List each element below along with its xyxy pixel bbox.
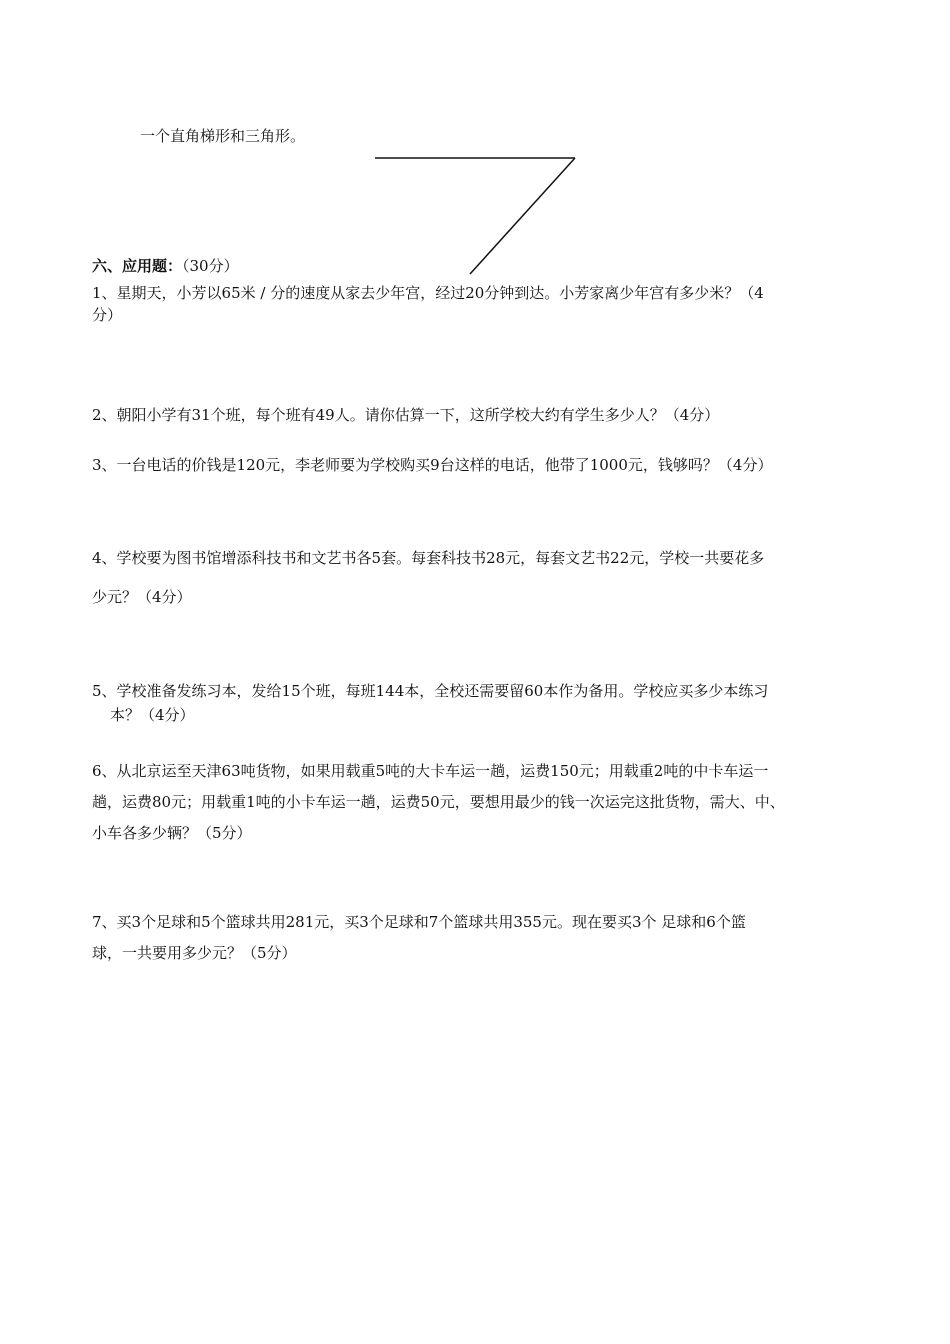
question-1-line-1: 1、星期天，小芳以65米 / 分的速度从家去少年宫，经过20分钟到达。小芳家离少年宫有多少米？（4: [92, 284, 764, 302]
question-5-line-1: 5、学校准备发练习本，发给15个班，每班144本，全校还需要留60本作为备用。学校应买多少本练习: [92, 682, 769, 700]
question-6-line-3: 小车各多少辆？（5分）: [92, 824, 252, 842]
question-6-line-2: 趟，运费80元；用载重1吨的小卡车运一趟，运费50元，要想用最少的钱一次运完这批货物，需大、中、: [92, 793, 785, 811]
section-title: 六、应用题：: [92, 257, 183, 275]
question-7-line-1: 7、买3个足球和5个篮球共用281元，买3个足球和7个篮球共用355元。现在要买3个 足球和6个篮: [92, 913, 746, 931]
question-4-line-2: 少元？（4分）: [92, 588, 192, 606]
question-5-line-2: 本？（4分）: [110, 706, 195, 724]
figure-instruction: 一个直角梯形和三角形。: [140, 127, 306, 145]
figure-slant-edge: [470, 158, 575, 274]
question-3-line-1: 3、一台电话的价钱是120元，李老师要为学校购买9台这样的电话，他带了1000元，钱够吗？（4分）: [92, 456, 773, 474]
question-2-line-1: 2、朝阳小学有31个班，每个班有49人。请你估算一下，这所学校大约有学生多少人？（4分）: [92, 406, 720, 424]
section-heading: [92, 256, 239, 276]
question-6-line-1: 6、从北京运至天津63吨货物，如果用载重5吨的大卡车运一趟，运费150元；用载重2吨的中卡车运一: [92, 762, 769, 780]
geometry-figure: [370, 150, 585, 280]
question-4-line-1: 4、学校要为图书馆增添科技书和文艺书各5套。每套科技书28元，每套文艺书22元，学校一共要花多: [92, 549, 765, 567]
section-points: （30分）: [182, 257, 239, 275]
question-7-line-2: 球，一共要用多少元？（5分）: [92, 944, 297, 962]
question-1-line-2: 分）: [92, 306, 123, 324]
